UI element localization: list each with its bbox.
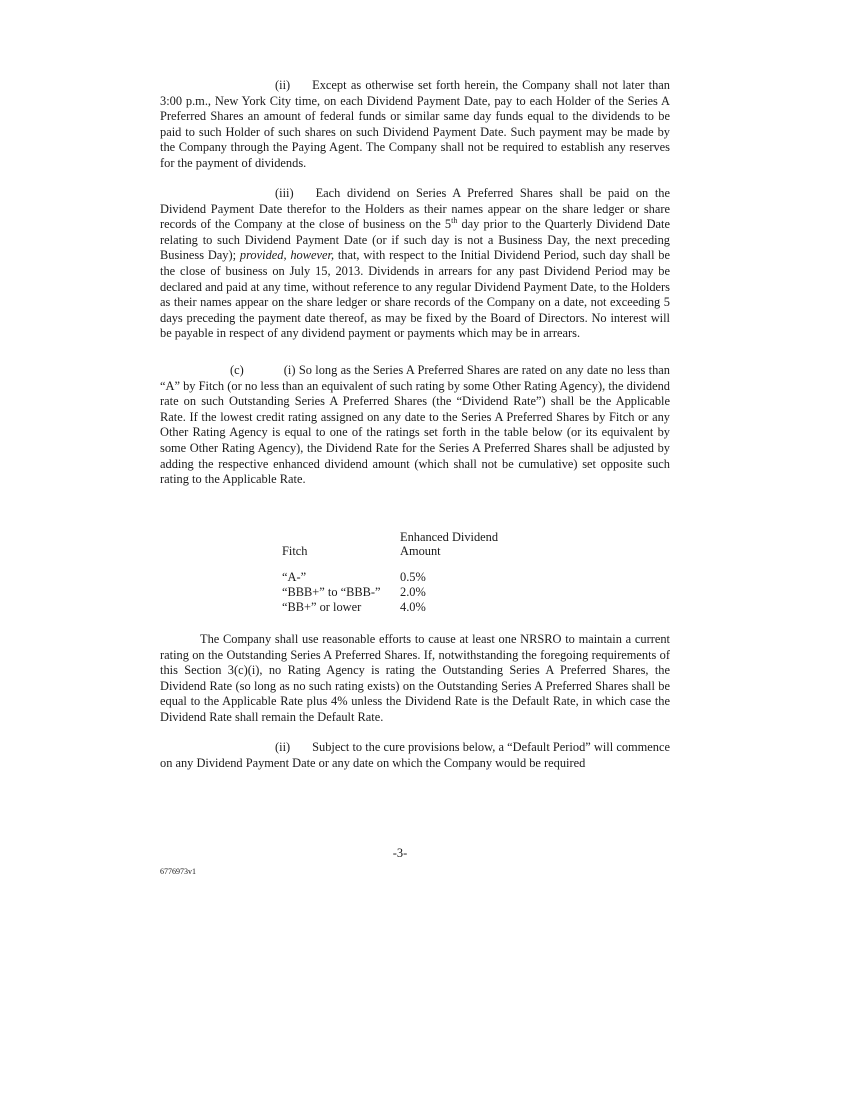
paragraph-text: The Company shall use reasonable efforts to cause at least one NRSRO to maintain a current rating on the Outstanding Series A Preferred Shares. If, notwithstanding the foregoing requirements of this Section 3(c)(i), no Rating Agency is rating the Outstanding Series A Preferred Shares, the Dividend Rate (so long as no such rating exists) on the Outstanding Series A Preferred Shares shall be equal to the Applicable Rate plus 4% unless the Dividend Rate is the Default Rate, in which case the Dividend Rate shall remain the Default Rate. — [160, 632, 670, 724]
paragraph-text: (i) So long as the Series A Preferred Shares are rated on any date no less than “A” by Fitch (or no less than an equivalent of such rating by some Other Rating Agency), the dividend rate on such Outstanding Series A Preferred Shares (the “Dividend Rate”) shall be the Applicable Rate. If the lowest credit rating assigned on any date to the Series A Preferred Shares by Fitch or any Other Rating Agency is equal to one of the ratings set forth in the table below (or its equivalent by some Other Rating Agency), the Dividend Rate for the Series A Preferred Shares shall be adjusted by adding the respective enhanced dividend amount (which shall not be cumulative) set opposite such rating to the Applicable Rate. — [160, 363, 670, 487]
clause-marker: (ii) — [275, 78, 291, 92]
table-cell-rating: “BBB+” to “BBB-” — [282, 585, 381, 599]
superscript: th — [451, 216, 458, 226]
paragraph-text: day prior to the Quarterly Dividend Date relating to such Dividend Payment Date (or if such day is not a Business Day, the next preceding Business Day); — [160, 217, 670, 263]
table-header-amount-line1: Enhanced Dividend — [400, 530, 499, 544]
paragraph-record-date — [160, 186, 670, 342]
table-cell-amount: 0.5% — [400, 570, 426, 584]
document-id: 6776973v1 — [160, 867, 196, 876]
table-cell-rating: “A-” — [282, 570, 307, 584]
paragraph-default-period — [160, 740, 670, 771]
paragraph-text: Except as otherwise set forth herein, the Company shall not later than 3:00 p.m., New York City time, on each Dividend Payment Date, pay to each Holder of the Series A Preferred Shares an amount of federal funds or similar same day funds equal to the dividends to be paid to such Holder of such shares on such Dividend Payment Date. Such payment may be made by the Company through the Paying Agent. The Company shall not be required to establish any reserves for the payment of dividends. — [160, 78, 670, 170]
clause-marker: (iii) — [275, 186, 294, 200]
paragraph-text: that, with respect to the Initial Dividend Period, such day shall be the close of business on July 15, 2013. Dividends in arrears for any past Dividend Period may be declared and paid at any time, without reference to any regular Dividend Payment Date, to the Holders as their names appear on the share ledger or share records of the Company on a date, not exceeding 5 days preceding the payment date thereof, as may be fixed by the Board of Directors. No interest will be payable in respect of any dividend payment or payments which may be in arrears. — [160, 248, 671, 341]
table-cell-amount: 2.0% — [400, 585, 426, 599]
paragraph-text: Subject to the cure provisions below, a “Default Period” will commence on any Dividend Payment Date or any date on which the Company would be required — [160, 740, 670, 770]
clause-marker: (ii) — [275, 740, 291, 754]
paragraph-nrsro-rating — [160, 632, 670, 726]
table-cell-amount: 4.0% — [400, 600, 426, 614]
table-header-amount-line2: Amount — [400, 544, 441, 558]
table-cell-rating: “BB+” or lower — [282, 600, 362, 614]
paragraph-dividend-payment — [160, 78, 670, 172]
italic-text: provided, however, — [239, 248, 335, 263]
clause-marker: (c) — [230, 363, 244, 377]
page-number: -3- — [392, 846, 408, 860]
table-header-fitch: Fitch — [282, 544, 308, 558]
paragraph-dividend-rate — [160, 363, 670, 488]
paragraph-text: Each dividend on Series A Preferred Shares shall be paid on the Dividend Payment Date therefor to the Holders as their names appear on the share ledger or share records of the Company at the close of business on the 5 — [160, 186, 670, 232]
